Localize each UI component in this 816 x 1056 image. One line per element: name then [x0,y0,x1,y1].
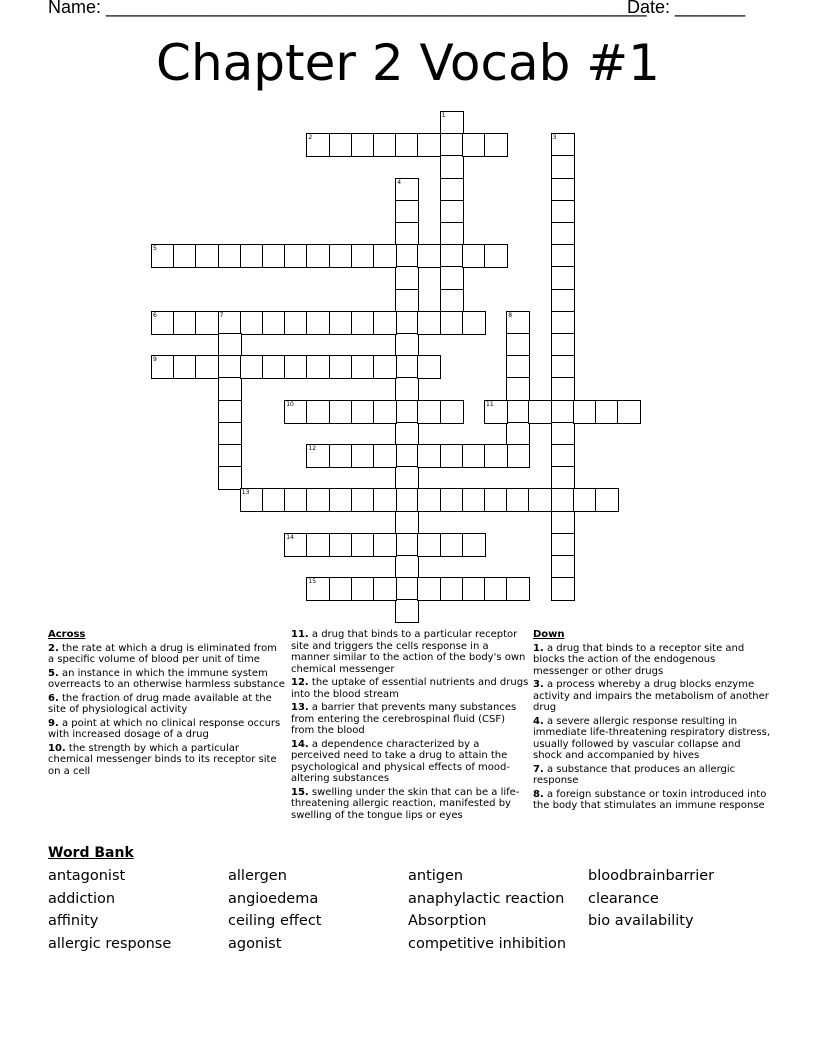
crossword-cell[interactable] [306,400,330,424]
across-heading: Across [48,629,86,640]
crossword-cell[interactable] [351,311,375,335]
crossword-cell[interactable] [351,133,375,157]
clue-number: 14 [286,533,294,541]
crossword-cell[interactable] [218,444,242,468]
crossword-cell[interactable] [462,577,486,601]
word-bank-item: bio availability [588,913,694,930]
crossword-cell[interactable] [351,444,375,468]
clue-item [48,668,286,691]
crossword-cell[interactable] [240,311,264,335]
crossword-cell[interactable] [351,577,375,601]
clue-number: 4 [397,178,402,186]
crossword-cell[interactable] [284,355,308,379]
crossword-cell[interactable] [351,355,375,379]
crossword-cell[interactable] [218,400,242,424]
crossword-cell[interactable] [417,577,441,601]
crossword-cell[interactable] [373,577,397,601]
crossword-cell[interactable] [306,533,330,557]
crossword-cell[interactable] [440,488,464,512]
crossword-cell[interactable] [551,355,575,379]
crossword-cell[interactable] [440,444,464,468]
crossword-cell[interactable] [395,555,419,579]
crossword-cell[interactable] [373,533,397,557]
down-heading: Down [533,629,565,640]
crossword-cell[interactable] [395,355,419,379]
crossword-cell[interactable] [551,422,575,446]
crossword-cell[interactable] [595,488,619,512]
crossword-cell[interactable] [218,422,242,446]
word-bank-item: allergic response [48,936,172,953]
clue-number: 6 [153,311,157,319]
crossword-cell[interactable] [462,533,486,557]
crossword-cell[interactable] [462,244,486,268]
clue-item-number: 4. [533,715,544,727]
clue-item [291,702,529,737]
crossword-cell[interactable] [484,444,508,468]
clue-item-text: a drug that binds to a particular receptor site and triggers the cells response in a manner similar to the action of the body's own chemical messenger [291,629,526,675]
crossword-cell[interactable] [262,244,286,268]
crossword-cell[interactable] [417,311,441,335]
clue-item [291,677,529,700]
clue-number: 12 [308,445,317,452]
crossword-cell[interactable] [551,244,575,268]
clue-item-text: a severe allergic response resulting in immediate life-threatening respiratory distress, usually followed by vascular collapse and shock and accompanied by hives [533,715,771,761]
clue-number: 3 [552,134,557,142]
page-title: Chapter 2 Vocab #1 [156,34,660,92]
word-bank-title: Word Bank [48,845,134,861]
crossword-cell[interactable] [506,444,530,468]
crossword-cell[interactable] [417,133,441,157]
crossword-cell[interactable] [551,400,575,424]
crossword-cell[interactable] [373,133,397,157]
crossword-cell[interactable] [173,244,197,268]
crossword-cell[interactable] [573,400,597,424]
crossword-cell[interactable] [306,355,330,379]
crossword-cell[interactable] [551,488,575,512]
crossword-cell[interactable] [417,488,441,512]
clue-item [291,739,529,785]
crossword-cell[interactable] [218,333,242,357]
crossword-cell[interactable] [528,400,552,424]
clue-item-text: an instance in which the immune system overreacts to an otherwise harmless substance [48,667,285,690]
word-bank-item: competitive inhibition [408,936,567,953]
crossword-cell[interactable] [484,488,508,512]
crossword-cell[interactable] [395,400,419,424]
crossword-cell[interactable] [462,488,486,512]
crossword-cell[interactable] [440,178,464,202]
crossword-cell[interactable] [551,444,575,468]
crossword-cell[interactable] [284,311,308,335]
crossword-cell[interactable] [551,289,575,313]
crossword-cell[interactable] [506,400,530,424]
clue-item [533,716,771,762]
across-clues-column-2 [291,629,529,823]
crossword-cell[interactable] [506,577,530,601]
crossword-cell[interactable] [484,577,508,601]
clue-item-number: 1. [533,642,544,654]
clue-number: 1 [441,112,446,119]
crossword-cell[interactable] [551,533,575,557]
crossword-cell[interactable] [395,533,419,557]
clue-item-text: a barrier that prevents many substances from entering the cerebrospinal fluid (CSF) from the blood [291,702,517,736]
clue-item-text: a foreign substance or toxin introduced into the body that stimulates an immune response [533,788,767,811]
clue-item [533,643,771,678]
clue-item-text: a process whereby a drug blocks enzyme activity and impairs the metabolism of another drug [533,679,769,713]
crossword-cell[interactable] [218,244,242,268]
clue-number: 15 [308,578,317,586]
clue-number: 13 [241,489,250,497]
clue-item-text: a substance that produces an allergic response [533,763,736,786]
crossword-cell[interactable] [440,311,464,335]
clue-number: 10 [286,400,294,408]
crossword-cell[interactable] [262,355,286,379]
clue-item-number: 11. [291,629,309,640]
clue-item [48,693,286,716]
crossword-cell[interactable] [351,488,375,512]
clue-item-number: 12. [291,677,309,688]
crossword-cell[interactable] [395,244,419,268]
crossword-cell[interactable] [506,333,530,357]
crossword-cell[interactable] [373,244,397,268]
word-bank-item: bloodbrainbarrier [588,868,715,884]
crossword-cell[interactable] [373,355,397,379]
clue-item [48,718,286,741]
crossword-cell[interactable] [551,333,575,357]
clue-item-number: 3. [533,679,544,690]
crossword-cell[interactable] [329,400,353,424]
crossword-cell[interactable] [329,133,353,157]
crossword-cell[interactable] [440,200,464,224]
clue-item-text: the rate at which a drug is eliminated from a specific volume of blood per unit of time [48,642,277,665]
crossword-cell[interactable] [462,133,486,157]
crossword-cell[interactable] [284,244,308,268]
name-field[interactable]: Name: ______________________________________________________ [48,0,647,17]
crossword-cell[interactable] [440,289,464,313]
crossword-cell[interactable] [395,289,419,313]
crossword-cell[interactable] [373,488,397,512]
crossword-cell[interactable] [551,222,575,246]
crossword-cell[interactable] [551,178,575,202]
crossword-cell[interactable] [440,266,464,290]
word-bank-item: anaphylactic reaction [408,890,565,907]
crossword-cell[interactable] [395,599,419,623]
crossword-cell[interactable] [195,244,219,268]
crossword-cell[interactable] [306,311,330,335]
date-field[interactable]: Date: _______ [627,0,746,17]
clue-item-number: 6. [48,692,59,704]
crossword-cell[interactable] [329,244,353,268]
crossword-cell[interactable] [440,244,464,268]
clue-item-text: the fraction of drug made available at the site of physiological activity [48,692,272,715]
crossword-cell[interactable] [373,311,397,335]
crossword-cell[interactable] [440,400,464,424]
crossword-cell[interactable] [373,400,397,424]
crossword-cell[interactable] [262,488,286,512]
crossword-cell[interactable] [329,533,353,557]
crossword-cell[interactable] [395,466,419,490]
crossword-cell[interactable] [395,511,419,535]
clue-item [291,787,529,822]
crossword-cell[interactable] [218,377,242,401]
crossword-cell[interactable] [395,333,419,357]
crossword-cell[interactable] [329,311,353,335]
clue-item-number: 10. [48,742,66,754]
clue-number: 7 [219,311,224,319]
crossword-cell[interactable] [417,244,441,268]
clue-item-number: 15. [291,786,309,798]
crossword-cell[interactable] [595,400,619,424]
crossword-cell[interactable] [351,533,375,557]
crossword-cell[interactable] [506,488,530,512]
clue-item-number: 9. [48,717,59,729]
clue-item [533,764,771,787]
crossword-cell[interactable] [551,377,575,401]
clue-item [291,629,529,675]
crossword-cell[interactable] [351,400,375,424]
crossword-cell[interactable] [551,511,575,535]
word-bank-item: antagonist [48,868,126,884]
crossword-cell[interactable] [218,466,242,490]
clue-item-number: 2. [48,642,59,654]
crossword-cell[interactable] [506,422,530,446]
crossword-cell[interactable] [395,377,419,401]
clue-item-number: 7. [533,763,544,775]
word-bank-item: angioedema [228,890,319,907]
clue-number: 8 [508,311,513,319]
crossword-cell[interactable] [462,444,486,468]
crossword-cell[interactable] [395,577,419,601]
crossword-cell[interactable] [395,488,419,512]
crossword-cell[interactable] [395,222,419,246]
clue-item-number: 14. [291,738,309,750]
crossword-cell[interactable] [240,244,264,268]
crossword-cell[interactable] [506,355,530,379]
crossword-cell[interactable] [551,466,575,490]
crossword-cell[interactable] [440,155,464,179]
crossword-cell[interactable] [484,133,508,157]
word-bank-item: antigen [408,868,464,884]
crossword-cell[interactable] [395,266,419,290]
crossword-cell[interactable] [351,244,375,268]
crossword-cell[interactable] [484,244,508,268]
crossword-cell[interactable] [173,355,197,379]
clue-item-text: the strength by which a particular chemical messenger binds to its receptor site on a cell [48,742,277,777]
crossword-cell[interactable] [218,355,242,379]
crossword-cell[interactable] [395,311,419,335]
crossword-cell[interactable] [262,311,286,335]
crossword-cell[interactable] [284,488,308,512]
word-bank-item: ceiling effect [228,913,322,930]
crossword-cell[interactable] [617,400,641,424]
crossword-cell[interactable] [417,444,441,468]
crossword-cell[interactable] [373,444,397,468]
crossword-cell[interactable] [173,311,197,335]
crossword-cell[interactable] [195,311,219,335]
word-bank-item: affinity [48,913,99,930]
crossword-cell[interactable] [573,488,597,512]
crossword-cell[interactable] [329,444,353,468]
crossword-cell[interactable] [395,200,419,224]
crossword-cell[interactable] [551,577,575,601]
clue-item [48,643,286,666]
crossword-cell[interactable] [440,222,464,246]
clue-item [533,789,771,812]
clue-item [48,743,286,778]
crossword-cell[interactable] [306,244,330,268]
clue-number: 2 [308,134,313,142]
crossword-cell[interactable] [551,155,575,179]
clue-number: 11 [486,400,494,408]
clue-item-text: swelling under the skin that can be a life-threatening allergic reaction, manifested by swelling of the tongue lips or eyes [291,786,520,821]
crossword-cell[interactable] [395,422,419,446]
clue-number: 9 [153,356,157,364]
crossword-cell[interactable] [440,577,464,601]
crossword-cell[interactable] [395,444,419,468]
clue-item-number: 8. [533,788,544,800]
crossword-cell[interactable] [440,133,464,157]
clue-item-text: a dependence characterized by a perceived need to take a drug to attain the psychological and physical effects of mood-altering substances [291,738,510,784]
word-bank-item: agonist [228,936,282,953]
word-bank-item: addiction [48,890,116,907]
crossword-cell[interactable] [240,355,264,379]
crossword-cell[interactable] [551,555,575,579]
clue-item-number: 13. [291,702,309,713]
down-clues-column [533,629,771,814]
clue-item-number: 5. [48,667,59,679]
word-bank-item: clearance [588,890,659,907]
clue-item-text: a drug that binds to a receptor site and blocks the action of the endogenous messenger or other drugs [533,642,745,677]
crossword-cell[interactable] [551,200,575,224]
crossword-cell[interactable] [417,400,441,424]
crossword-cell[interactable] [462,311,486,335]
word-bank-item: Absorption [408,913,487,930]
clue-item [533,679,771,714]
word-bank-item: allergen [228,868,287,884]
crossword-cell[interactable] [551,311,575,335]
across-clues-column [48,629,286,779]
clue-item-text: the uptake of essential nutrients and drugs into the blood stream [291,677,529,700]
crossword-cell[interactable] [440,533,464,557]
crossword-cell[interactable] [329,488,353,512]
crossword-cell[interactable] [395,133,419,157]
crossword-cell[interactable] [417,533,441,557]
crossword-cell[interactable] [195,355,219,379]
crossword-cell[interactable] [528,488,552,512]
crossword-cell[interactable] [417,355,441,379]
clue-item-text: a point at which no clinical response occurs with increased dosage of a drug [48,717,281,740]
crossword-cell[interactable] [329,577,353,601]
crossword-cell[interactable] [551,266,575,290]
crossword-cell[interactable] [506,377,530,401]
clue-number: 5 [153,245,157,253]
crossword-cell[interactable] [329,355,353,379]
crossword-cell[interactable] [306,488,330,512]
